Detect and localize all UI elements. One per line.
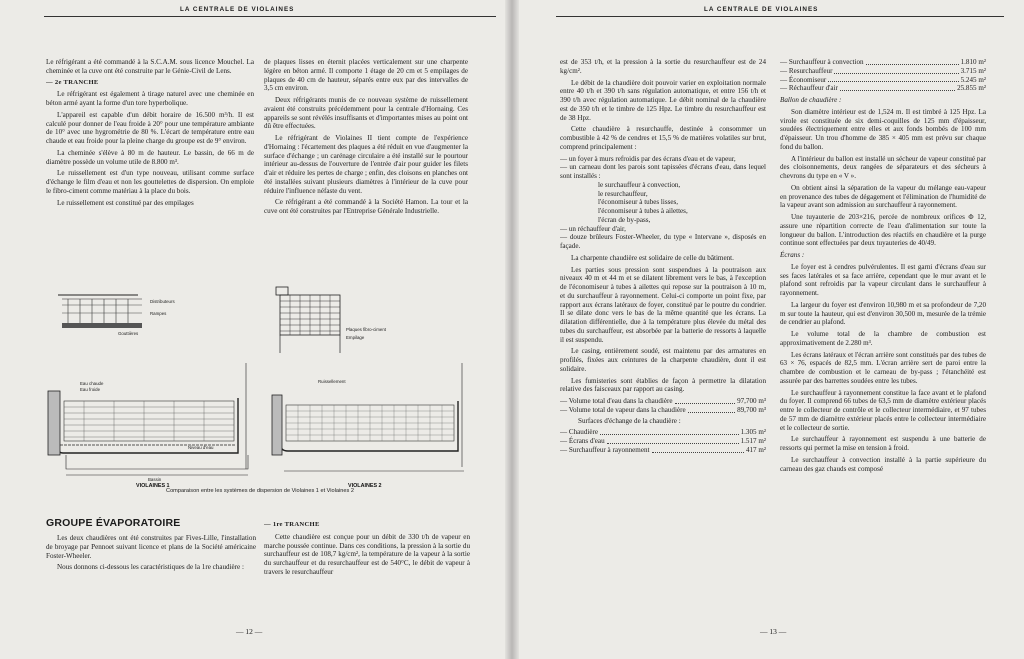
spec-row (780, 76, 986, 85)
spec-row (560, 397, 766, 406)
header-rule (44, 16, 496, 17)
list-item: l'économiseur à tubes lisses, (598, 198, 679, 207)
violaines-2-diagram (272, 287, 464, 489)
spec-heading: Surfaces d'échange de la chaudière : (578, 416, 681, 425)
paragraph: Le réfrigérant est également à tirage naturel avec une cheminée en béton armé ayant la forme d'un tore hyperbolique. (46, 90, 254, 107)
paragraph: La charpente chaudière est solidaire de celle du bâtiment. (571, 253, 734, 262)
left-column-1 (46, 58, 254, 280)
spec-label: — Réchauffeur d'air (780, 84, 838, 93)
list-item: — douze brûleurs Foster-Wheeler, du type « Intervane », disposés en façade. (560, 233, 766, 250)
spec-row (780, 58, 986, 67)
paragraph: Le débit de la chaudière doit pouvoir varier en exploitation normale entre 40 t/h et 390 t/h sans régulation automatique, et entre 156 t/h et 390 t/h avec régulation automatique. Le débit nominal de la chaudière est de 350 t/h et le timbre de 125 Hpz. Le timbre du resurchauffeur est de 38 Hpz. (560, 78, 766, 122)
paragraph: Le volume total de la chambre de combustion est approximativement de 2.280 m³. (780, 330, 986, 347)
spec-row (560, 406, 766, 415)
left-column-2 (264, 58, 468, 280)
list-item: le surchauffeur à convection, (598, 180, 681, 189)
left-column-4 (264, 518, 470, 614)
page-number: — 12 — (236, 627, 263, 636)
right-page (512, 0, 1024, 659)
paragraph: Cette chaudière à resurchauffe, destinée à consommer un combustible à 42 % de cendres et 15,5 % de matières volatiles sur brut, comprend principalement : (560, 125, 766, 151)
paragraph: La largeur du foyer est d'environ 10,980 m et sa profondeur de 7,20 m sur toute la hauteur, qui est d'environ 30,500 m, mesurée de la trémie de cendrier au plafond. (780, 300, 986, 327)
paragraph: Les écrans latéraux et l'écran arrière sont constitués par des tubes de 63 × 76, espacés de 82,5 mm. L'écran arrière sert de paroi entre la chambre de combustion et le carneau de by-pass ; l'étanchéité est assurée par des barrettes soudées entre les tubes. (780, 350, 986, 385)
violaines-1-diagram (48, 295, 248, 489)
paragraph: On obtient ainsi la séparation de la vapeur du mélange eau-vapeur en provenance des tubes de dégagement et l'élimination de l'humidité de la vapeur avant son admission au surchauffeur à rayonnement. (780, 183, 986, 210)
list-item: — un réchauffeur d'air, (560, 224, 626, 233)
paragraph: Le surchauffeur à rayonnement est suspendu à une batterie de ressorts qui permet la mise en tension à froid. (780, 435, 986, 452)
paragraph: Les deux chaudières ont été construites par Fives-Lille, l'installation de broyage par Pennoet suivant licence et plans de la Société américaine Foster-Wheeler. (46, 534, 256, 560)
paragraph: La cheminée s'élève à 80 m de hauteur. Le bassin, de 66 m de diamètre possède un volume utile de 8.800 m³. (46, 148, 254, 166)
left-column-3 (46, 534, 256, 614)
spec-row (780, 67, 986, 76)
spec-value: 3.715 m² (960, 66, 986, 75)
paragraph: Les fumisteries sont établies de façon à permettre la dilatation relative des faisceaux par rapport au casing. (560, 376, 766, 394)
component-list (560, 155, 766, 251)
spec-label: — Volume total de vapeur dans la chaudière (560, 405, 686, 414)
paragraph: Deux réfrigérants munis de ce nouveau système de ruissellement avaient été construits précédemment pour la centrale d'Hornaing. Ces appareils se sont révélés insuffisants et d'importantes mises au point ont dû être effectuées. (264, 96, 468, 131)
paragraph: Nous donnons ci-dessous les caractéristiques de la 1re chaudière : (57, 563, 244, 572)
list-item: — un foyer à murs refroidis par des écrans d'eau et de vapeur, (560, 154, 736, 163)
spec-row (560, 437, 766, 446)
list-item: l'économiseur à tubes à ailettes, (598, 207, 688, 215)
paragraph: Le ruissellement est constitué par des empilages (57, 198, 194, 207)
paragraph: Son diamètre intérieur est de 1,524 m. Il est timbré à 125 Hpz. La virole est constituée de six demi-coquilles de 125 mm d'épaisseur, soudées électriquement entre elles et aux fonds bombés de 100 mm d'épaisseur. Un trou d'homme de 385 × 405 mm est prévu sur chaque fond du ballon. (780, 107, 986, 151)
fig-label: Eau chaude (80, 381, 104, 386)
spec-label: — Volume total d'eau dans la chaudière (560, 397, 673, 405)
subheading: — 2e TRANCHE (46, 78, 99, 86)
fig-label: Ruissellement (318, 379, 346, 384)
fig-label: Distributeurs (150, 299, 175, 304)
list-item: l'écran de by-pass, (598, 215, 651, 224)
figure-label-1: VIOLAINES 1 (136, 483, 170, 489)
subheading: — 1re TRANCHE (264, 521, 320, 528)
spec-row (560, 428, 766, 437)
paragraph: est de 353 t/h, et la pression à la sortie du resurchauffeur est de 24 kg/cm². (560, 58, 766, 75)
figure-caption: Comparaison entre les systèmes de dispersion de Violaines 1 et Violaines 2 (166, 488, 354, 494)
fig-label: Niveau d'eau (188, 445, 214, 450)
paragraph: Ce réfrigérant a été commandé à la Société Hamon. La tour et la cuve ont été construites par l'Entreprise Générale Industrielle. (264, 198, 468, 215)
paragraph: Le casing, entièrement soudé, est maintenu par des armatures en profilés, fixées aux ceintures de la charpente chaudière, dont il est solidaire. (560, 347, 766, 373)
spec-value: 417 m² (745, 445, 766, 454)
fig-label: Bassin (148, 477, 162, 482)
figure-label-2: VIOLAINES 2 (348, 483, 382, 489)
list-item: le resurchauffeur, (598, 189, 648, 198)
spec-label: — Économiseur (780, 75, 827, 84)
spec-value: 1.517 m² (740, 437, 766, 445)
spec-label: — Chaudière (560, 428, 599, 437)
paragraph: Cette chaudière est conçue pour un débit de 330 t/h de vapeur en marche poussée continue. Dans ces conditions, la pression à la sortie du surchauffeur est de 108,7 kg/cm², la température de la vapeur à la sortie du surchauffeur et du resurchauffeur est de 540°C, le débit de vapeur à travers le resurchauffeur (264, 532, 470, 576)
list-item: — un carneau dont les parois sont tapissées d'écrans d'eau, dans lequel sont installés : (560, 163, 766, 180)
spec-label: — Resurchauffeur (780, 66, 833, 75)
paragraph: A l'intérieur du ballon est installé un sécheur de vapeur constitué par des cloisonnements, deux rangées de séparateurs et des sécheurs à chevrons du type en « V ». (780, 154, 986, 180)
fig-label: Gouttières (118, 331, 139, 336)
right-column-1 (560, 58, 766, 620)
paragraph: Les parties sous pression sont suspendues à la poutraison aux niveaux 40 m et 44 m et se dilatent librement vers le bas, à l'exception de l'économiseur à tubes à ailettes qui repose sur la poutraison à 10 m, et du surchauffeur à rayonnement. Celui-ci comporte un point fixe, par rapport aux écrans latéraux de foyer, constitué par le poutre du condrier. Il se dilate donc vers le bas de la même quantité que les écrans. La dilatation différentielle, due à la température plus élevée du métal des tubes du surchauffeur, est absorbée par la batterie de ressorts à laquelle il est suspendu. (560, 265, 766, 344)
subheading: Écrans : (780, 251, 805, 259)
running-head: LA CENTRALE DE VIOLAINES (704, 6, 819, 13)
fig-label: Plaques fibro-ciment (346, 327, 387, 332)
fig-label: Rampes (150, 311, 167, 316)
paragraph: L'appareil est capable d'un débit horaire de 16.500 m³/h. Il est calculé pour donner de l'eau froide à 20° pour une température ambiante de 10° avec une hygrométrie de 80 %. L'écart de température entre eau chaude et eau froide pour la pleine charge du groupe est de 9° environ. (46, 110, 254, 145)
fig-label: Empilage (346, 335, 365, 340)
spec-value: 1.305 m² (740, 428, 766, 437)
paragraph: Le réfrigérant a été commandé à la S.C.A.M. sous licence Mouchel. La cheminée et la cuve ont été construite par le Génie-Civil de Lens. (46, 58, 254, 75)
header-rule (556, 16, 1004, 17)
right-column-2 (780, 58, 986, 620)
subheading: Ballon de chaudière : (780, 96, 842, 104)
paragraph: Le ruissellement est d'un type nouveau, utilisant comme surface d'échange le film d'eau et non les gouttelettes de dispersion. On emploie le fibro-ciment comme matériau à la place du bois. (46, 169, 254, 195)
spec-label: — Écrans d'eau (560, 437, 605, 445)
paragraph: Une tuyauterie de 203×216, percée de nombreux orifices Φ 12, assure une répartition correcte de l'eau d'alimentation sur toute la longueur du ballon. L'introduction des réactifs en chaudière et la purge continue sont effectuées par deux tuyauteries de 40/49. (780, 213, 986, 248)
spec-label: — Surchauffeur à convection (780, 58, 864, 66)
spec-value: 25.855 m² (957, 84, 986, 93)
paragraph: Le foyer est à cendres pulvérulentes. Il est garni d'écrans d'eau sur ses faces latérales et sa face arrière, cependant que le mur avant et le plafond sont refroidis par la vapeur circulant dans le surchauffeur à rayonnement. (780, 262, 986, 297)
paragraph: Le surchauffeur à rayonnement constitue la face avant et le plafond du foyer. Il comprend 66 tubes de 63,5 mm de diamètre extérieur placés entre le collecteur de contrôle et le collecteur intermédiaire, et 97 tubes de 57 mm de diamètre extérieur placés entre le collecteur intermédiaire et le collecteur de sortie. (780, 388, 986, 432)
section-heading: GROUPE ÉVAPORATOIRE (46, 517, 181, 529)
running-head: LA CENTRALE DE VIOLAINES (180, 6, 295, 13)
spec-value: 5.245 m² (960, 75, 986, 84)
page-number: — 13 — (760, 627, 787, 636)
paragraph: Le surchauffeur à convection installé à la partie supérieure du carneau des gaz chauds est composé (780, 455, 986, 473)
spec-value: 1.810 m² (960, 58, 986, 66)
paragraph: de plaques lisses en éternit placées verticalement sur une charpente légère en béton armé. Il comporte 1 étage de 20 cm et 5 empilages de plaques de 40 cm de hauteur, séparés entre eux par des intervalles de 3,5 cm environ. (264, 58, 468, 93)
fig-label: Eau froide (80, 387, 101, 392)
spec-value: 97,700 m³ (737, 397, 766, 405)
paragraph: Le réfrigérant de Violaines II tient compte de l'expérience d'Hornaing : l'écartement des plaques a été réduit en vue d'augmenter la surface d'échange ; un carénage circulaire a été installé sur le pourtour intérieur au-dessus de l'ouverture de l'entrée d'air pour guider les filets d'air et réduire les pertes de charge ; enfin, des cloisons en planches ont été installées suivant plusieurs diamètres à l'intérieur de la cuve pour réduire l'influence néfaste du vent. (264, 134, 468, 195)
spec-row (780, 84, 986, 93)
spec-value: 89,700 m³ (737, 405, 766, 414)
spec-label: — Surchauffeur à rayonnement (560, 445, 650, 454)
cooling-tower-figure (18, 283, 496, 503)
spec-row (560, 446, 766, 455)
